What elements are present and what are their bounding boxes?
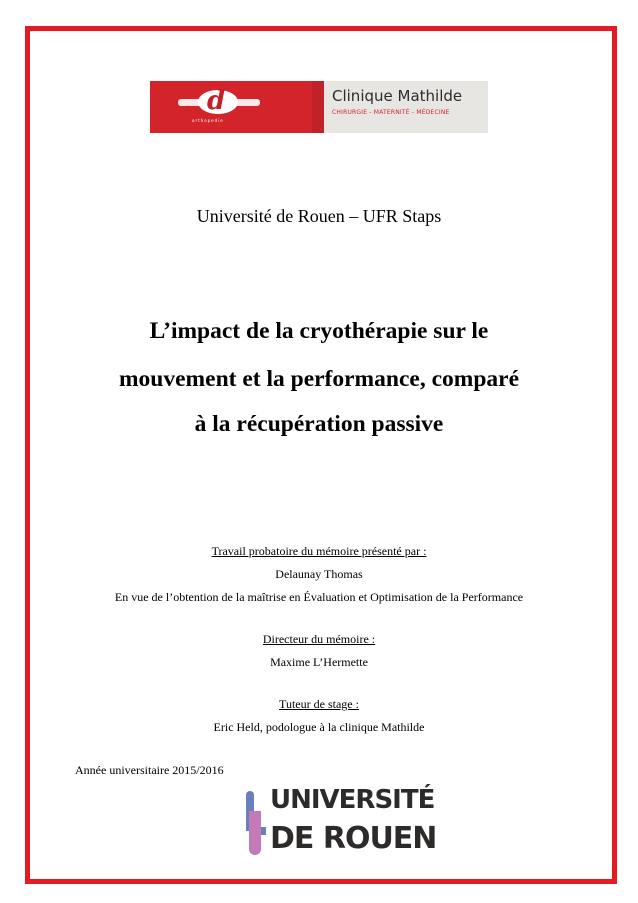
title-line-3: à la récupération passive — [194, 411, 444, 437]
academic-year: Année universitaire 2015/2016 — [75, 763, 224, 777]
universite-de-rouen-logo — [246, 781, 437, 863]
logo-red-bar — [312, 81, 324, 133]
logo-text-top: UNIVERSITÉ — [270, 785, 435, 815]
logo-text-bottom: DE ROUEN — [270, 821, 437, 856]
degree-purpose: En vue de l’obtention de la maîtrise en Évaluation et Optimisation de la Performance — [114, 590, 524, 604]
partner-logos — [150, 81, 488, 133]
author-name: Delaunay Thomas — [275, 567, 363, 581]
logo-bracket — [246, 791, 266, 855]
clinique-name: Clinique Mathilde — [332, 87, 463, 105]
director-name: Maxime L’Hermette — [270, 655, 368, 669]
logo-mark: d — [198, 90, 238, 114]
director-label: Directeur du mémoire : — [262, 632, 376, 646]
tutor-label: Tuteur de stage : — [279, 697, 359, 711]
clinique-subtitle: CHIRURGIE - MATERNITÉ - MÉDECINE — [332, 109, 450, 116]
title-line-1: L’impact de la cryothérapie sur le — [149, 318, 489, 344]
title-line-2: mouvement et la performance, comparé — [118, 366, 520, 392]
page-border — [25, 26, 617, 884]
orthopedie-logo — [150, 81, 312, 133]
presented-label: Travail probatoire du mémoire présenté par : — [211, 544, 427, 558]
tutor-name: Eric Held, podologue à la clinique Mathilde — [213, 720, 425, 734]
clinique-mathilde-logo — [312, 81, 488, 133]
university-line: Université de Rouen – UFR Staps — [196, 206, 442, 226]
logo-tagline: orthopedie — [192, 118, 224, 123]
